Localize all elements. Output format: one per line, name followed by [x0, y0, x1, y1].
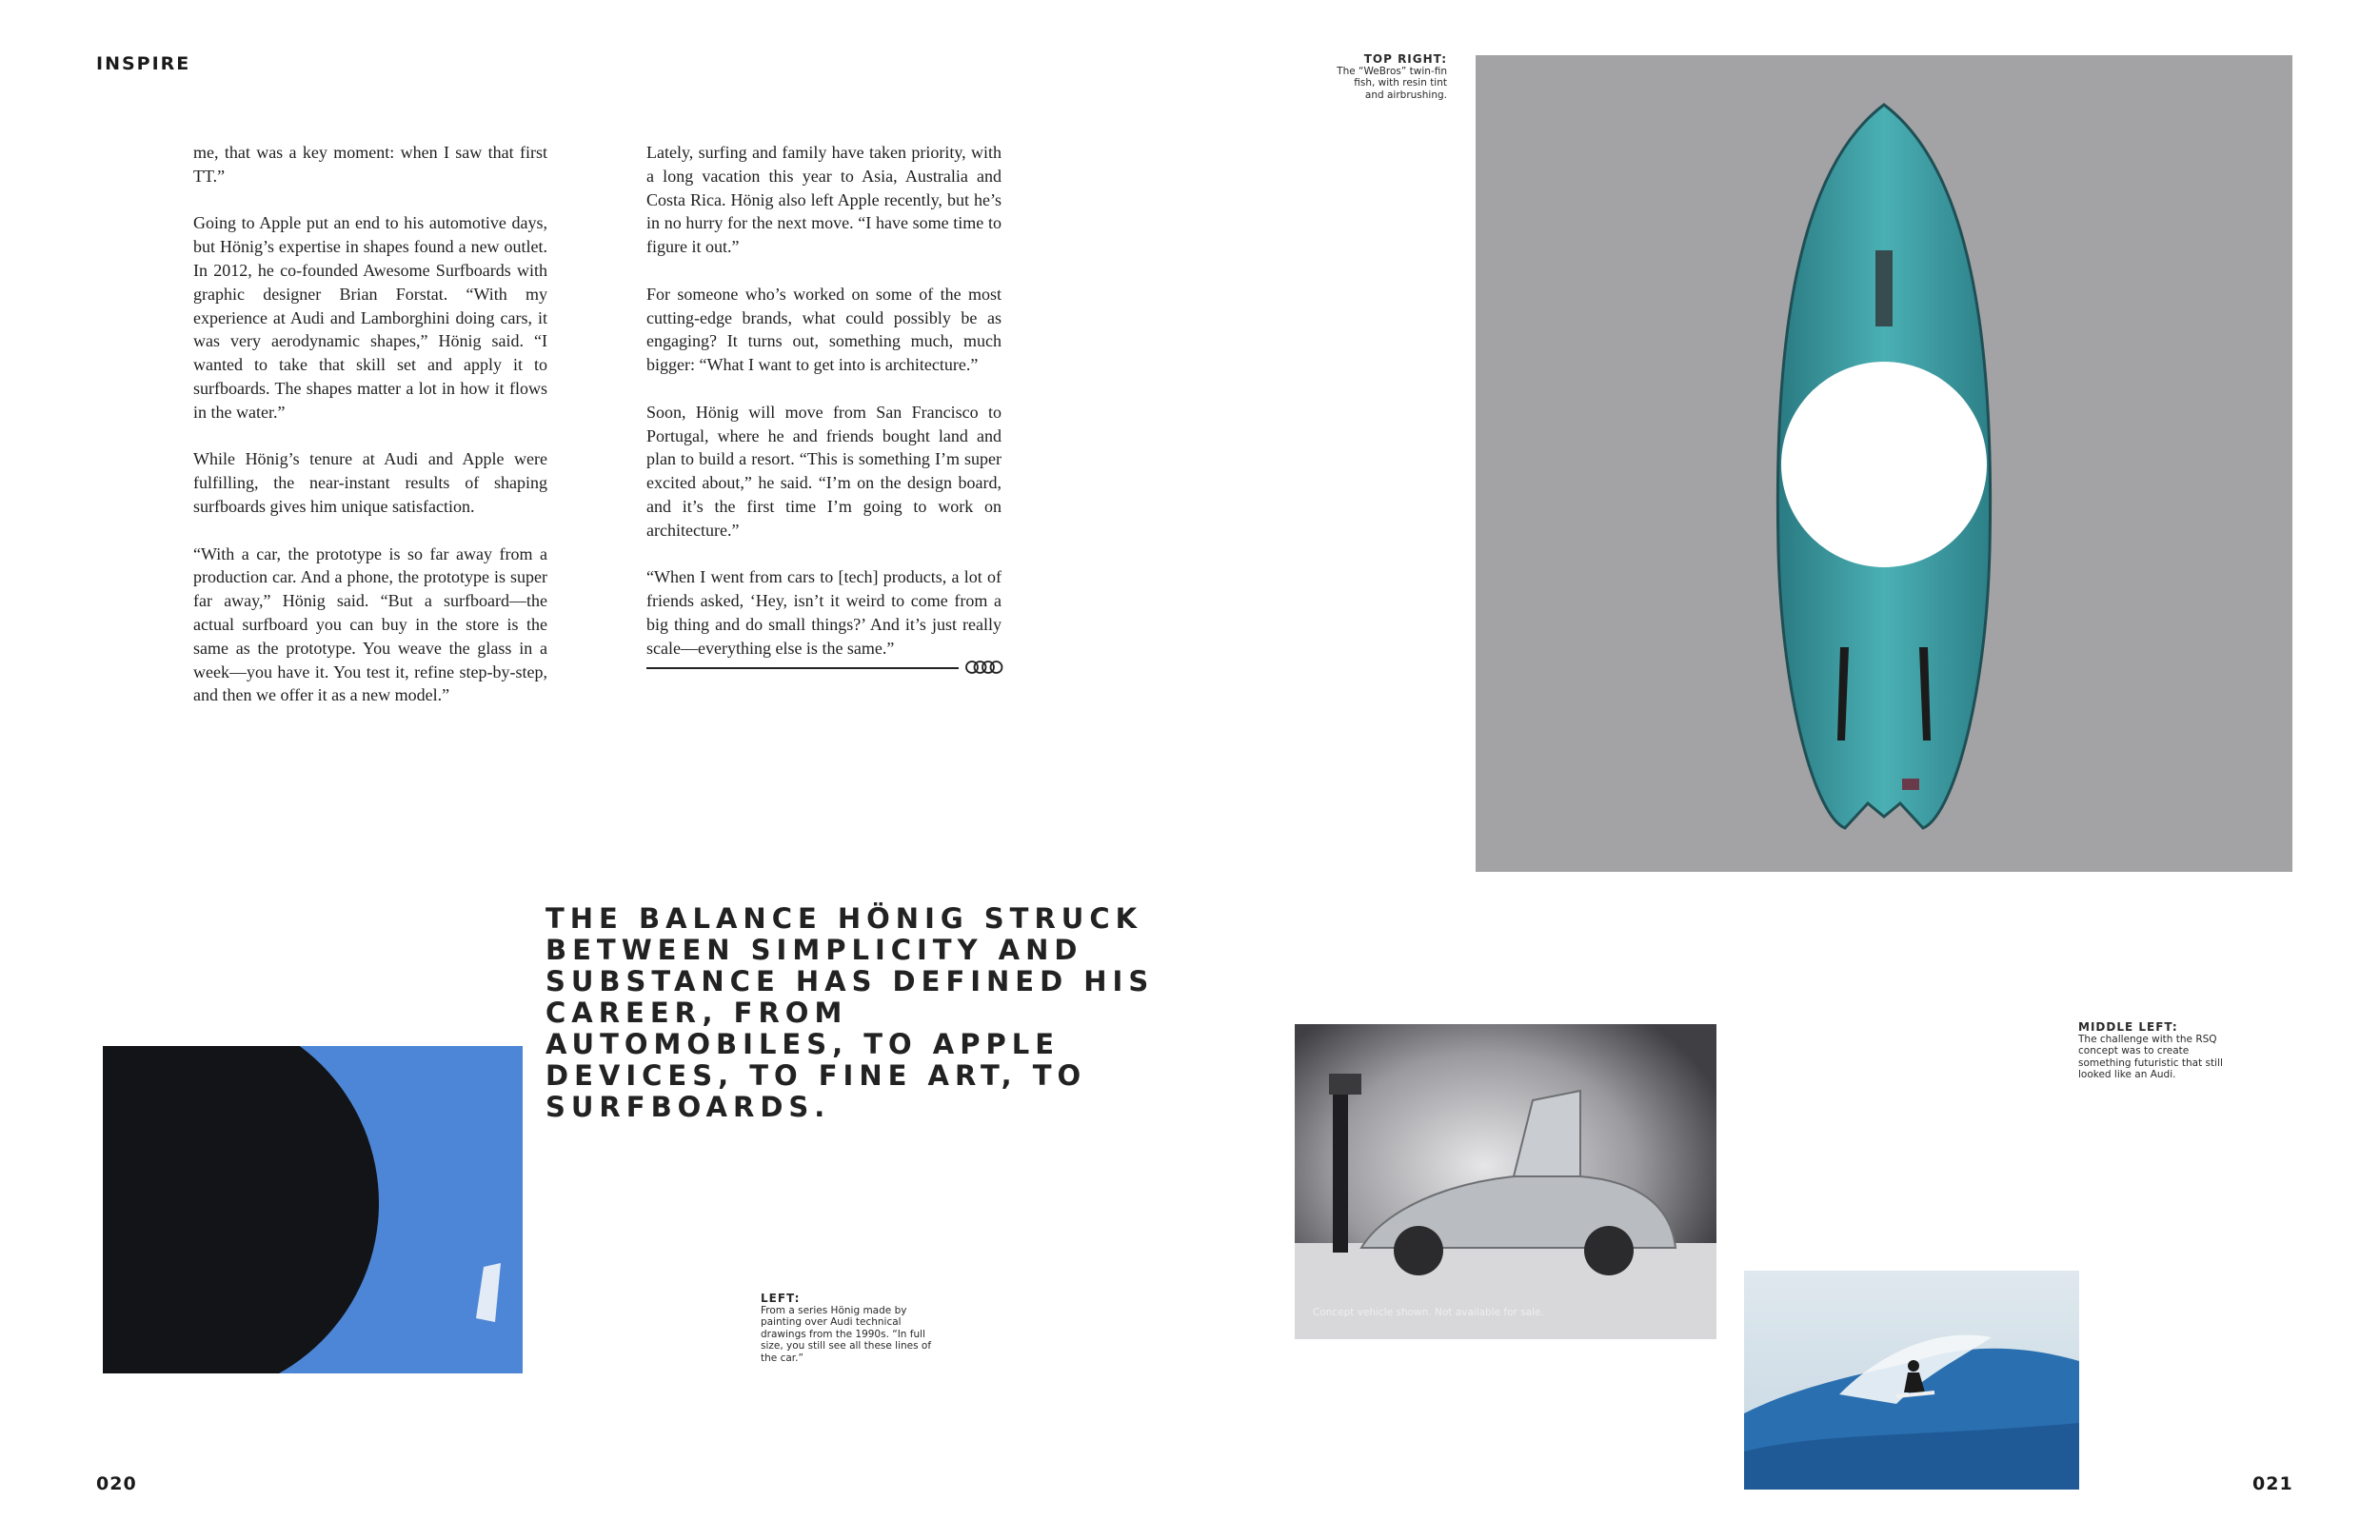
paragraph: Soon, Hönig will move from San Francisco to Portugal, where he and friends bought land and plan to build a resort. “This is something I’m super excited about,” he said. “I’m on the design board, and it’s the first time I’m going to work on architecture.” [646, 402, 1002, 540]
caption-middle-left [2078, 1021, 2231, 1081]
article-column-2 [646, 141, 1002, 683]
paragraph: Going to Apple put an end to his automotive days, but Hönig’s expertise in shapes found a new outlet. In 2012, he co-founded Awesome Surfboards with graphic designer Brian Forstat. “With my experience at Audi and Lamborghini doing cars, it was very aerodynamic shapes,” Hönig said. “I wanted to take that skill set and apply it to surfboards. The shapes matter a lot in how it flows in the water.” [193, 213, 547, 422]
caption-title: MIDDLE LEFT: [2078, 1020, 2178, 1034]
paragraph: For someone who’s worked on some of the most cutting-edge brands, what could possibly be as engaging? It turns out, something much, much bigger: “What I want to get into is architecture.” [646, 284, 1002, 375]
concept-car-illustration [1295, 1024, 1716, 1339]
pull-quote: THE BALANCE HÖNIG STRUCK BETWEEN SIMPLICITY AND SUBSTANCE HAS DEFINED HIS CAREER, FROM AUTOMOBILES, TO APPLE DEVICES, TO FINE ART, TO SURFBOARDS. [545, 902, 1155, 1123]
paragraph: While Hönig’s tenure at Audi and Apple were fulfilling, the near-instant results of shaping surfboards gives him unique satisfaction. [193, 449, 547, 516]
surfer-photo [1744, 1271, 2079, 1490]
caption-text: The “WeBros” twin-fin fish, with resin tint and airbrushing. [1337, 65, 1447, 101]
paragraph: me, that was a key moment: when I saw that first TT.” [193, 143, 547, 186]
article-end-rule [646, 667, 959, 669]
caption-title: TOP RIGHT: [1363, 52, 1447, 66]
page-number-left: 020 [96, 1473, 137, 1494]
caption-left [761, 1293, 937, 1364]
caption-text: From a series Hönig made by painting over Audi technical drawings from the 1990s. “In full size, you still see all these lines of the car.” [761, 1304, 932, 1364]
section-label: INSPIRE [96, 53, 191, 74]
caption-text: The challenge with the RSQ concept was to create something futuristic that still looked like an Audi. [2078, 1033, 2223, 1080]
article-column-1 [193, 141, 547, 731]
painting-illustration [103, 1046, 523, 1373]
surfboard-photo [1476, 55, 2292, 872]
surfboard-illustration [1476, 55, 2292, 872]
paragraph: “When I went from cars to [tech] products, a lot of friends asked, ‘Hey, isn’t it weird to come from a big thing and do small things?’ And it’s just really scale—everything else is the same.” [646, 567, 1002, 658]
car-photo-note: Concept vehicle shown. Not available for sale. [1313, 1307, 1544, 1318]
caption-title: LEFT: [761, 1292, 801, 1305]
paragraph: Lately, surfing and family have taken priority, with a long vacation this year to Asia, Australia and Costa Rica. Hönig also left Apple recently, but he’s in no hurry for the next move. “I have some time to figure it out.” [646, 143, 1002, 257]
page-number-right: 021 [2252, 1473, 2293, 1494]
surfer-illustration [1744, 1271, 2079, 1490]
audi-rings-icon [965, 660, 1003, 675]
paragraph: “With a car, the prototype is so far away from a production car. And a phone, the prototype is super far away,” Hönig said. “But a surfboard—the actual surfboard you can buy in the store is the same as the prototype. You weave the glass in a week—you have it. You test it, refine step-by-step, and then we offer it as a new model.” [193, 543, 547, 705]
concept-car-photo [1295, 1024, 1716, 1339]
caption-top-right [1333, 53, 1447, 101]
painting-photo [103, 1046, 523, 1373]
